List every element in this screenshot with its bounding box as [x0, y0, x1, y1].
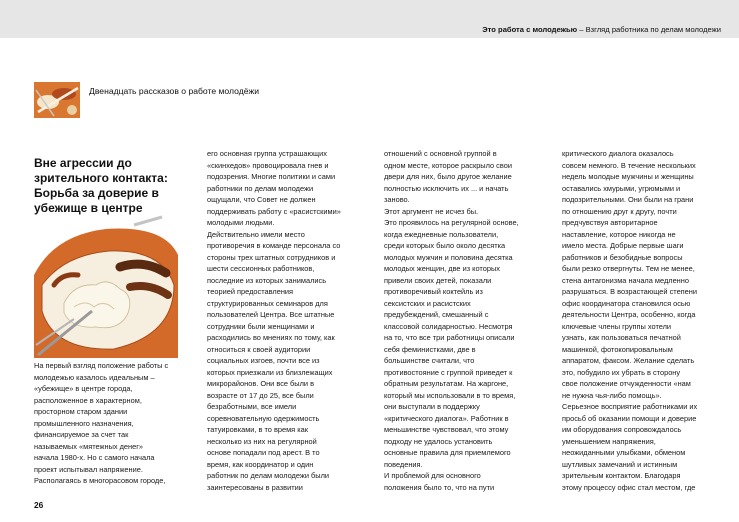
text-line: уменьшением напряжения, — [562, 436, 656, 446]
text-line: деятельности Центра, особенно, когда — [562, 310, 696, 319]
text-line: неожиданными улыбками, обменом — [562, 448, 686, 457]
text-line: Этот аргумент не исчез бы. — [384, 206, 479, 216]
text-line: Располагаясь в многорасовом городе, — [34, 476, 166, 485]
text-column-2 — [207, 148, 357, 493]
text-line: сексистских и расистских — [384, 298, 471, 308]
text-line: «критического диалога». Работник в — [384, 413, 509, 423]
text-line: свое положение отчужденности «нам — [562, 379, 691, 388]
text-line: себя феминистками, две в — [384, 344, 476, 354]
text-line: стороны трех штатных сотрудников и — [207, 252, 336, 262]
text-line: просторном старом здании — [34, 407, 128, 416]
text-line: шести сессионных работников, — [207, 264, 315, 273]
text-line: шутливых замечаний и истинным — [562, 459, 678, 469]
article-title: Вне агрессии до зрительного контакта: Борьба за доверие в убежище в центре — [34, 156, 168, 215]
text-line: поддерживать работу с «расистскими» — [207, 206, 341, 216]
text-line: противостояние с группой приведет к — [384, 367, 513, 377]
text-line: зрительным контактом. Благодаря — [562, 471, 681, 480]
text-line: противоречивый коктейль из — [384, 287, 483, 296]
text-line: молодых женщин, две из которых — [384, 264, 500, 273]
text-line: его основная группа устрашающих — [207, 149, 327, 158]
text-line: теорией предоставления — [207, 287, 294, 296]
text-line: структурированных семинаров для — [207, 298, 328, 308]
text-line: который мы использовали в то время, — [384, 390, 516, 400]
text-line: наставление, которое никогда не — [562, 229, 676, 239]
text-line: безработными, все имели — [207, 402, 297, 411]
text-line: были резко отвергнуты. Тем не менее, — [562, 264, 695, 273]
text-line: Действительно имели место — [207, 229, 305, 239]
text-line: большинстве считали, что — [384, 356, 475, 365]
text-line: просьб об оказании помощи и доверие — [562, 413, 697, 423]
text-line: время, как координатор и один — [207, 459, 314, 469]
text-line: меньшинстве чувствовал, что этому — [384, 425, 509, 434]
text-line: возрасте от 17 до 25, все были — [207, 390, 314, 400]
text-line: татуировками, в то время как — [207, 425, 308, 434]
text-column-1 — [34, 360, 182, 487]
text-line: критического диалога оказалось — [562, 149, 674, 158]
text-column-4 — [562, 148, 722, 493]
text-line: стена антагонизма начала медленно — [562, 275, 689, 285]
text-line: по отношению друг к другу, почти — [562, 206, 677, 216]
text-line: микрорайонов. Они все были в — [207, 379, 315, 388]
text-line: промышленного назначения, — [34, 418, 134, 428]
text-line: привели своих детей, показали — [384, 275, 492, 285]
text-line: несколько из них на регулярной — [207, 436, 317, 446]
text-line: «убежище» в центре города, — [34, 384, 133, 393]
text-line: работники по делам молодежи — [207, 183, 314, 193]
text-column-3 — [384, 148, 534, 493]
text-line: работник по делам молодежи были — [207, 471, 330, 480]
text-line: социальных изгоев, почти все из — [207, 356, 320, 365]
text-line: заинтересованы в развитии — [207, 482, 303, 492]
text-line: последние из которых занимались — [207, 275, 327, 285]
text-line: работников и безобидные вопросы — [562, 252, 683, 262]
text-line: аппаратом, факсом. Желание сделать — [562, 356, 695, 365]
text-line: на то, что все три работницы описали — [384, 333, 515, 342]
text-line: молодыми людьми. — [207, 218, 275, 227]
text-line: полностью исключить их ... и начать — [384, 183, 509, 193]
text-line: поведения. — [384, 459, 423, 469]
text-line: двери для них, было другое желание — [384, 172, 512, 181]
text-line: проект испытывал напряжение. — [34, 464, 143, 474]
section-label: Двенадцать рассказов о работе молодёжи — [89, 86, 260, 96]
running-head — [482, 25, 721, 34]
text-line: называемых «мятежных денег» — [34, 441, 144, 451]
text-line: «скинхедов» провоцировала гнев и — [207, 160, 329, 170]
text-line: которых приезжали из близлежащих — [207, 367, 333, 377]
text-line: совсем немного. В течение нескольких — [562, 160, 696, 170]
text-line: это, побудило их убрать в сторону — [562, 367, 681, 377]
text-line: когда ежедневные пользователи, — [384, 229, 499, 239]
text-line: расходились во мнениях по тому, как — [207, 333, 335, 342]
text-line: ощущали, что Совет не должен — [207, 195, 316, 204]
text-line: И проблемой для основного — [384, 471, 481, 480]
text-line: сотрудники были женщинами и — [207, 321, 315, 331]
text-line: положения было то, что на пути — [384, 482, 495, 492]
page-number: 26 — [34, 500, 44, 510]
text-line: пользователей Центра. Все штатные — [207, 310, 335, 319]
text-line: узнать, как пользоваться печатной — [562, 333, 681, 342]
text-line: соревновательную одержимость — [207, 413, 320, 423]
text-line: относиться к своей аудитории — [207, 344, 311, 354]
text-line: предубеждений, смешанный с — [384, 310, 489, 319]
text-line: машинкой, фотокопировальным — [562, 344, 673, 354]
text-line: среди которых было около десятка — [384, 241, 506, 250]
text-line: они выступали в поддержку — [384, 402, 480, 411]
text-line: заново. — [384, 195, 410, 204]
text-line: недель молодые мужчины и женщины — [562, 172, 694, 181]
text-line: оставались хмурыми, угрюмыми и — [562, 183, 681, 193]
text-line: этому процессу офис стал местом, где — [562, 482, 696, 492]
text-line: офис координатора становился осью — [562, 298, 691, 308]
text-line: подходу не удалось установить — [384, 436, 493, 446]
text-line: молодежью казалось идеальным – — [34, 372, 155, 382]
text-line: обратным результатам. На жаргоне, — [384, 379, 509, 388]
text-line: Это проявилось на регулярной основе, — [384, 218, 519, 227]
text-line: одном месте, которое раскрыло свои — [384, 160, 512, 170]
text-line: не нужна чья-либо помощь». — [562, 390, 662, 400]
section-thumbnail-illustration — [34, 82, 80, 118]
text-line: противоречия в команде персонала со — [207, 241, 341, 250]
running-head-section: Это работа с молодежью — [482, 25, 578, 34]
text-line: начала 1980-х. Но с самого начала — [34, 453, 155, 462]
text-line: классовой солидарностью. Несмотря — [384, 321, 513, 331]
food-plate-illustration — [34, 215, 178, 358]
text-line: разрушаться. В возрастающей степени — [562, 287, 697, 296]
text-line: молодых мужчин и половина десятка — [384, 252, 513, 262]
text-line: На первый взгляд положение работы с — [34, 361, 169, 370]
text-line: имело места. Добрые первые шаги — [562, 241, 684, 250]
text-line: основе попадали под арест. В то — [207, 448, 320, 457]
text-line: ключевые члены группы хотели — [562, 321, 672, 331]
text-line: отношений с основной группой в — [384, 149, 497, 158]
text-line: Серьезное восприятие работниками их — [562, 402, 698, 411]
running-head-subtitle: – Взгляд работника по делам молодежи — [577, 25, 721, 34]
text-line: расположенное в характерном, — [34, 395, 142, 405]
text-line: основные правила для приемлемого — [384, 448, 511, 457]
text-line: подозрительными. Они были на грани — [562, 195, 694, 204]
text-line: им оборудования сопровождалось — [562, 425, 682, 434]
text-line: предчувствуя авторитарное — [562, 218, 658, 227]
text-line: финансируемое за счет так — [34, 430, 129, 439]
text-line: подозрения. Многие политики и сами — [207, 172, 336, 181]
